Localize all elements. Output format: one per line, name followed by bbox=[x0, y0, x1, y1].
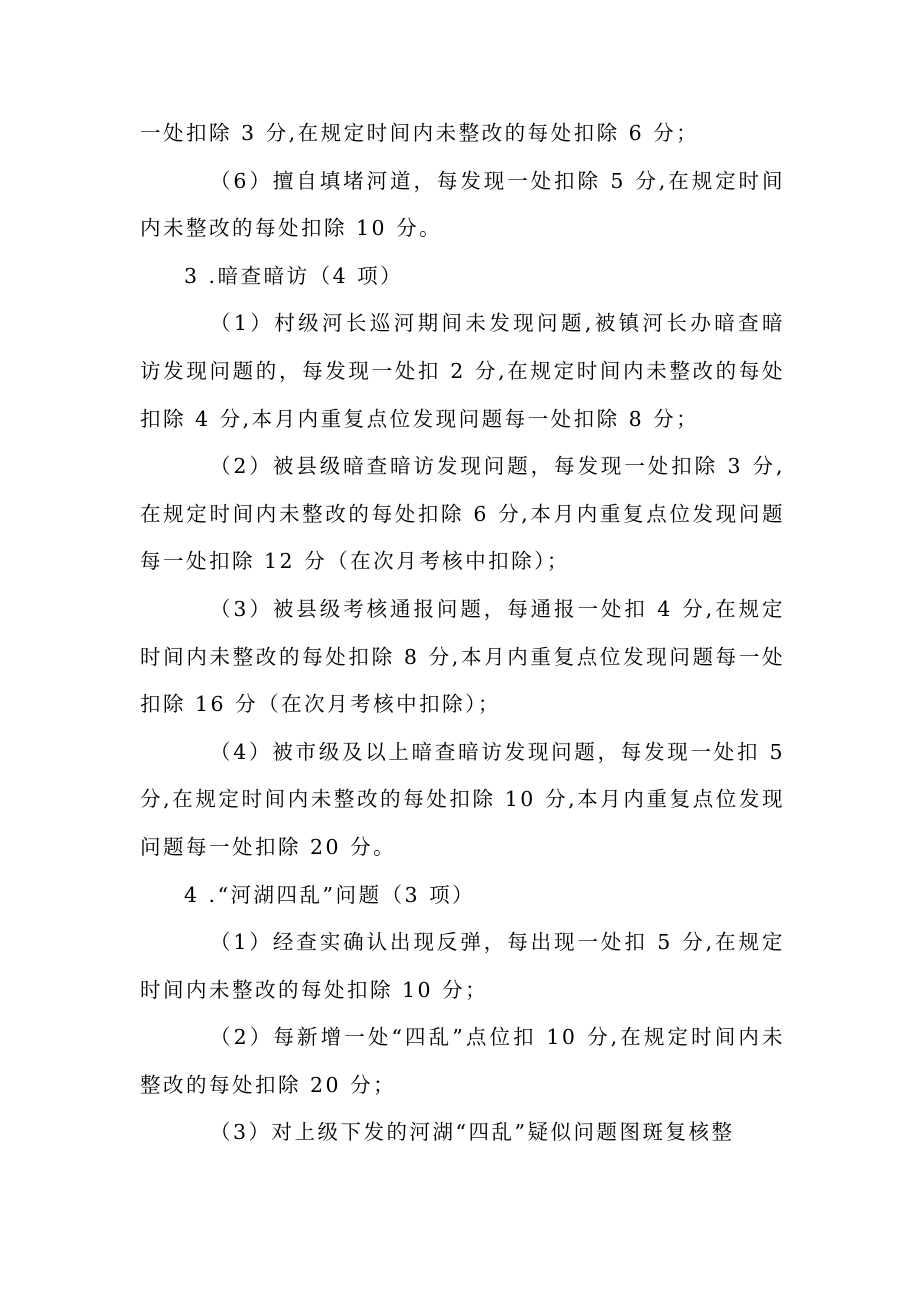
paragraph-item-4-1: （1）经查实确认出现反弹，每出现一处扣 5 分,在规定时间内未整改的每处扣除 10 分； bbox=[140, 930, 785, 1002]
paragraph-continuation: 一处扣除 3 分,在规定时间内未整改的每处扣除 6 分； bbox=[140, 121, 700, 145]
paragraph-item-3-4: （4）被市级及以上暗查暗访发现问题，每发现一处扣 5 分,在规定时间内未整改的每处扣除 10 分,本月内重复点位发现问题每一处扣除 20 分。 bbox=[140, 739, 785, 859]
paragraph-item-6: （6）擅自填堵河道，每发现一处扣除 5 分,在规定时间内未整改的每处扣除 10 分。 bbox=[140, 168, 785, 241]
document-body bbox=[140, 110, 785, 1157]
paragraph-item-3-1: （1）村级河长巡河期间未发现问题,被镇河长办暗查暗访发现问题的，每发现一处扣 2 分,在规定时间内未整改的每处扣除 4 分,本月内重复点位发现问题每一处扣除 8 分； bbox=[140, 311, 785, 431]
paragraph-item-4-3: （3）对上级下发的河湖“四乱”疑似问题图斑复核整 bbox=[210, 1120, 735, 1145]
paragraph-item-3-3: （3）被县级考核通报问题，每通报一处扣 4 分,在规定时间内未整改的每处扣除 8 分,本月内重复点位发现问题每一处扣除 16 分（在次月考核中扣除）； bbox=[140, 596, 785, 717]
section-heading-4: 4 .“河湖四乱”问题（3 项） bbox=[184, 882, 476, 907]
paragraph-item-4-2: （2）每新增一处“四乱”点位扣 10 分,在规定时间内未整改的每处扣除 20 分； bbox=[140, 1025, 785, 1097]
section-heading-3: 3 .暗查暗访（4 项） bbox=[184, 263, 404, 288]
paragraph-item-3-2: （2）被县级暗查暗访发现问题，每发现一处扣除 3 分,在规定时间内未整改的每处扣除 6 分,本月内重复点位发现问题每一处扣除 12 分（在次月考核中扣除）； bbox=[140, 454, 785, 574]
